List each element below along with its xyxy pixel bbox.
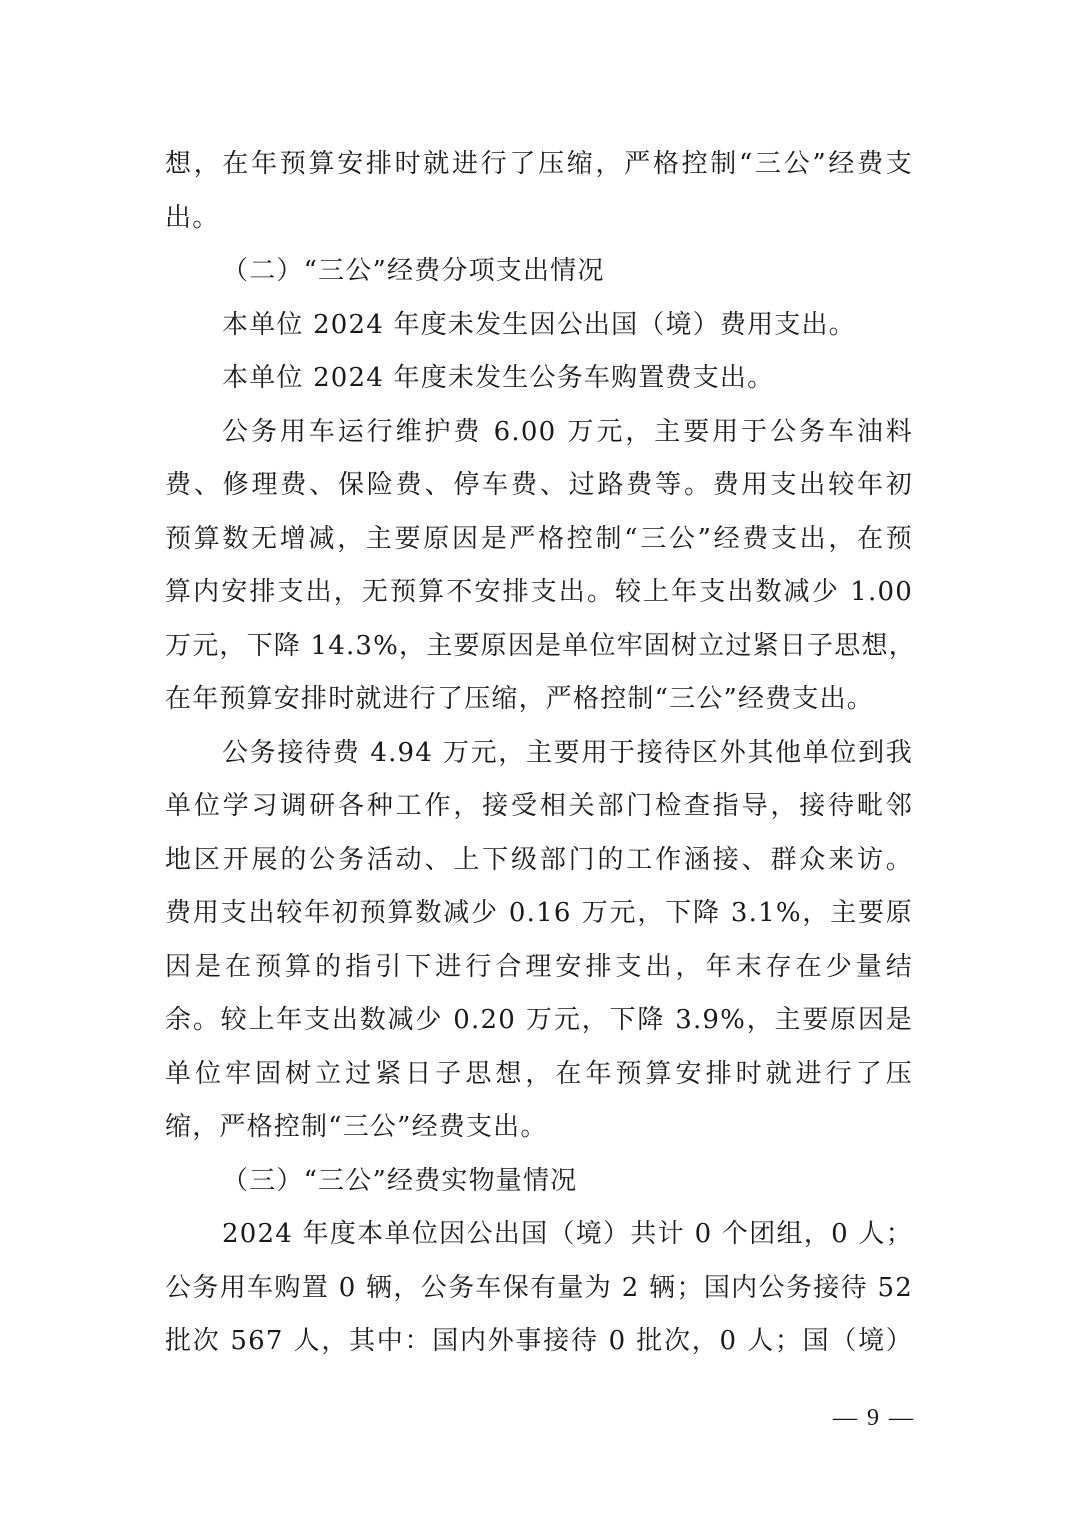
text-line: 缩，严格控制“三公”经费支出。 bbox=[165, 1112, 548, 1142]
text-line: 万元，下降 14.3%，主要原因是单位牢固树立过紧日子思想， bbox=[165, 630, 916, 661]
text-line: 本单位 2024 年度未发生公务车购置费支出。 bbox=[222, 363, 775, 393]
page-number: — 9 — bbox=[833, 1405, 915, 1431]
text-line: 费、修理费、保险费、停车费、过路费等。费用支出较年初 bbox=[165, 470, 913, 500]
text-line: 批次 567 人，其中：国内外事接待 0 批次，0 人；国（境） bbox=[165, 1326, 913, 1356]
text-line: 地区开展的公务活动、上下级部门的工作涵接、群众来访。 bbox=[165, 844, 913, 875]
text-line: 余。较上年支出数减少 0.20 万元，下降 3.9%，主要原因是 bbox=[165, 1005, 913, 1035]
text-line: 算内安排支出，无预算不安排支出。较上年支出数减少 1.00 bbox=[165, 577, 913, 607]
text-line: 本单位 2024 年度未发生因公出国（境）费用支出。 bbox=[222, 309, 856, 340]
text-line: 预算数无增减，主要原因是严格控制“三公”经费支出，在预 bbox=[165, 523, 913, 554]
text-line: 公务用车购置 0 辆，公务车保有量为 2 辆；国内公务接待 52 bbox=[165, 1272, 913, 1303]
text-line: 出。 bbox=[165, 202, 220, 233]
section-heading: （二）“三公”经费分项支出情况 bbox=[222, 256, 605, 286]
text-line: 公务用车运行维护费 6.00 万元，主要用于公务车油料 bbox=[222, 416, 913, 447]
text-line: 2024 年度本单位因公出国（境）共计 0 个团组，0 人； bbox=[222, 1219, 913, 1249]
text-line: 想，在年预算安排时就进行了压缩，严格控制“三公”经费支 bbox=[165, 149, 913, 179]
text-line: 因是在预算的指引下进行合理安排支出，年末存在少量结 bbox=[165, 951, 913, 982]
text-line: 在年预算安排时就进行了压缩，严格控制“三公”经费支出。 bbox=[165, 684, 874, 714]
text-line: 公务接待费 4.94 万元，主要用于接待区外其他单位到我 bbox=[222, 737, 913, 768]
text-line: 费用支出较年初预算数减少 0.16 万元，下降 3.1%，主要原 bbox=[165, 898, 913, 928]
body-text bbox=[165, 138, 916, 1369]
text-line: 单位牢固树立过紧日子思想，在年预算安排时就进行了压 bbox=[165, 1058, 913, 1089]
text-line: 单位学习调研各种工作，接受相关部门检查指导，接待毗邻 bbox=[165, 791, 913, 821]
section-heading: （三）“三公”经费实物量情况 bbox=[222, 1165, 578, 1196]
